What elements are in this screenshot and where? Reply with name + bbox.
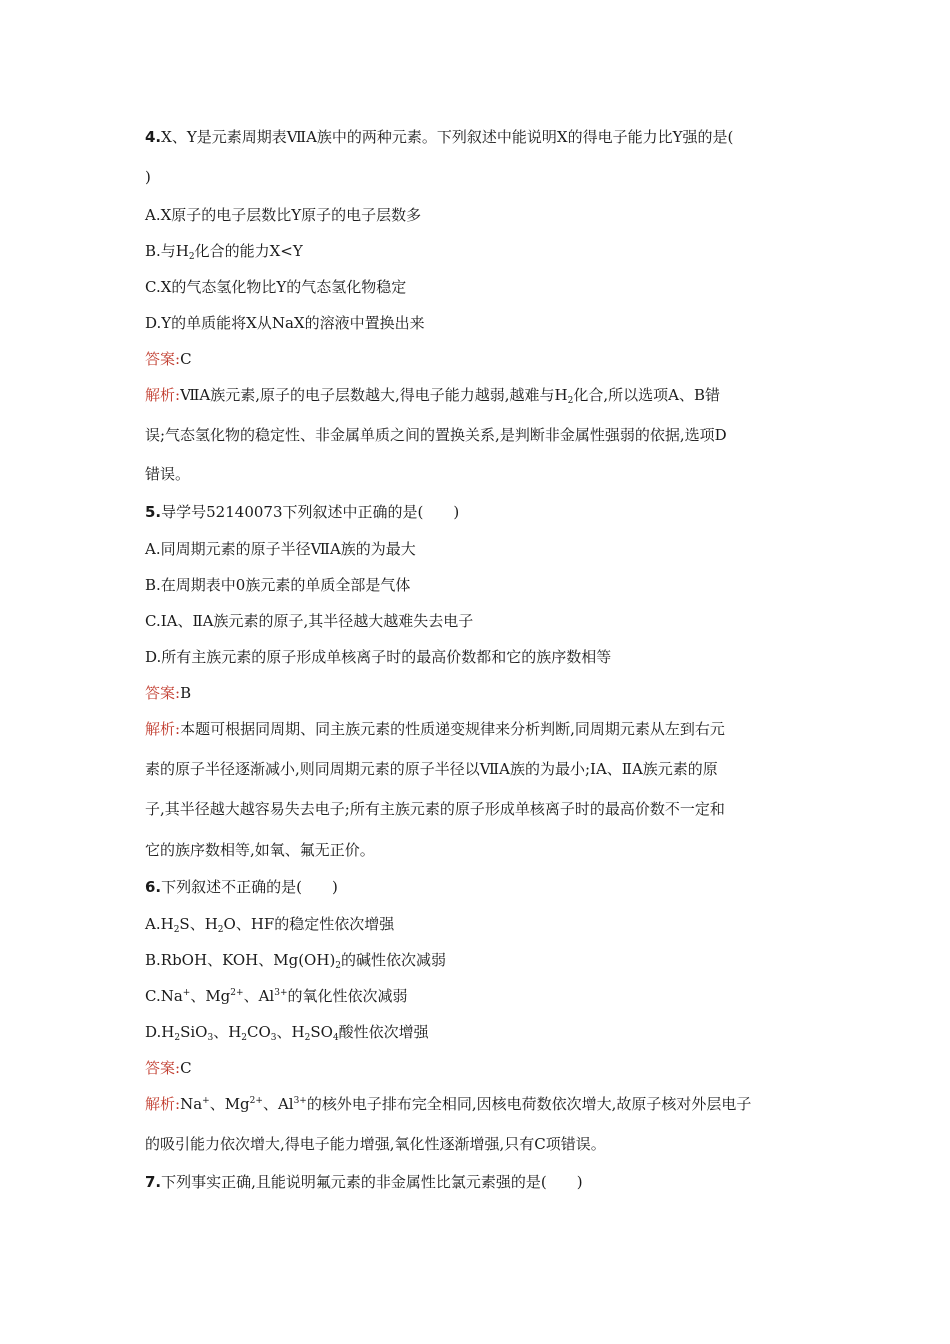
q6-option-c: C.Na+、$Mg^{2+}$、$Al^{3+}$的氧化性依次减弱 <box>145 987 408 1005</box>
q5-option-b: B.在周期表中0族元素的单质全部是气体 <box>145 576 411 594</box>
q4-option-a: A.X原子的电子层数比Y原子的电子层数多 <box>145 206 422 224</box>
q4-answer: 答案:C <box>145 350 192 368</box>
q7-number: 7. <box>145 1173 162 1191</box>
answer-label: 答案: <box>145 1059 181 1077</box>
q4-stem-cont: ) <box>145 168 151 186</box>
q5-option-d: D.所有主族元素的原子形成单核离子时的最高价数都和它的族序数相等 <box>145 648 612 666</box>
q6-number: 6. <box>145 878 162 896</box>
answer-label: 答案: <box>145 684 181 702</box>
q5-explanation-line-1: 解析:本题可根据同周期、同主族元素的性质递变规律来分析判断,同周期元素从左到右元 <box>145 720 725 738</box>
explanation-label: 解析: <box>145 386 181 404</box>
q5-explanation-line-3: 子,其半径越大越容易失去电子;所有主族元素的原子形成单核离子时的最高价数不一定和 <box>145 800 725 818</box>
q5-answer: 答案:B <box>145 684 192 702</box>
q6-option-a: $A.H_2S$、$H_2O$、HF的稳定性依次增强 <box>145 915 395 935</box>
q4-explanation-line-2: 误;气态氢化物的稳定性、非金属单质之间的置换关系,是判断非金属性强弱的依据,选项D <box>145 426 727 444</box>
q6-explanation-line-1: 解析:Na+、$Mg^{2+}$、$Al^{3+}$的核外电子排布完全相同,因核电荷数依次增大,故原子核对外层电子 <box>145 1095 752 1113</box>
q4-explanation-line-1: 解析:ⅦA族元素,原子的电子层数越大,得电子能力越弱,越难与$H_2$化合,所以选项A、B错 <box>145 386 720 406</box>
q6-stem: 6.下列叙述不正确的是( ) <box>145 878 338 896</box>
q4-explanation-line-3: 错误。 <box>145 465 191 483</box>
q5-option-c: C.ⅠA、ⅡA族元素的原子,其半径越大越难失去电子 <box>145 612 474 630</box>
q4-option-d: D.Y的单质能将X从NaX的溶液中置换出来 <box>145 314 425 332</box>
q5-explanation-line-2: 素的原子半径逐渐减小,则同周期元素的原子半径以ⅦA族的为最小;ⅠA、ⅡA族元素的原 <box>145 760 718 778</box>
q6-explanation-line-2: 的吸引能力依次增大,得电子能力增强,氧化性逐渐增强,只有C项错误。 <box>145 1135 606 1153</box>
q7-stem: 7.下列事实正确,且能说明氟元素的非金属性比氯元素强的是( ) <box>145 1173 583 1191</box>
q4-option-c: C.X的气态氢化物比Y的气态氢化物稳定 <box>145 278 407 296</box>
q6-option-d: $D.H_2SiO_3$、$H_2CO_3$、$H_2SO_4$酸性依次增强 <box>145 1023 429 1043</box>
explanation-label: 解析: <box>145 720 181 738</box>
q5-explanation-line-4: 它的族序数相等,如氧、氟无正价。 <box>145 841 375 859</box>
q4-stem: 4.X、Y是元素周期表ⅦA族中的两种元素。下列叙述中能说明X的得电子能力比Y强的是( <box>145 128 734 146</box>
q5-stem: 5.导学号52140073下列叙述中正确的是( ) <box>145 503 460 521</box>
q4-option-b: B.与$H_2$化合的能力X<Y <box>145 242 303 262</box>
q5-number: 5. <box>145 503 162 521</box>
answer-label: 答案: <box>145 350 181 368</box>
q6-option-b: B.RbOH、KOH、$Mg(OH)_2$的碱性依次减弱 <box>145 951 447 971</box>
q5-option-a: A.同周期元素的原子半径ⅦA族的为最大 <box>145 540 416 558</box>
explanation-label: 解析: <box>145 1095 181 1113</box>
q4-number: 4. <box>145 128 162 146</box>
q6-answer: 答案:C <box>145 1059 192 1077</box>
